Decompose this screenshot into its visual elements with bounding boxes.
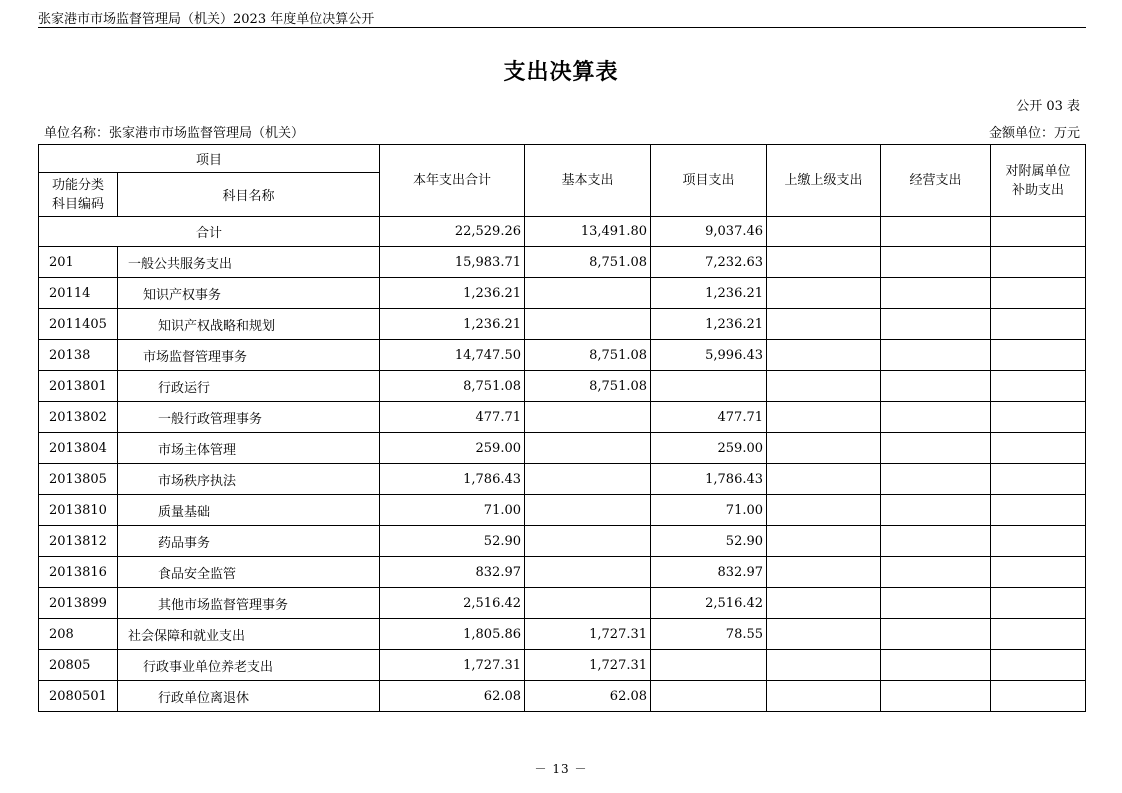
row-basic	[525, 433, 651, 464]
form-number: 公开 03 表	[1016, 99, 1080, 114]
row-upper-payment	[767, 650, 881, 681]
row-project	[651, 681, 767, 712]
row-subsidy	[991, 650, 1086, 681]
row-project	[651, 371, 767, 402]
row-subsidy	[991, 402, 1086, 433]
row-project: 52.90	[651, 526, 767, 557]
row-upper-payment	[767, 340, 881, 371]
row-subject-name: 知识产权战略和规划	[118, 309, 380, 340]
row-basic	[525, 402, 651, 433]
row-project	[651, 650, 767, 681]
row-basic	[525, 557, 651, 588]
row-basic	[525, 278, 651, 309]
table-row	[39, 278, 1086, 309]
row-total: 8,751.08	[380, 371, 525, 402]
row-upper-payment	[767, 247, 881, 278]
unit-name: 单位名称：张家港市市场监督管理局（机关）	[44, 126, 305, 141]
row-total: 71.00	[380, 495, 525, 526]
row-subject-name: 一般行政管理事务	[118, 402, 380, 433]
row-code: 20114	[39, 278, 118, 309]
row-subject-name: 其他市场监督管理事务	[118, 588, 380, 619]
row-upper-payment	[767, 619, 881, 650]
row-operating	[881, 278, 991, 309]
header-subsidy: 对附属单位补助支出	[991, 145, 1086, 217]
row-basic: 62.08	[525, 681, 651, 712]
row-upper-payment	[767, 309, 881, 340]
table-row	[39, 464, 1086, 495]
row-subsidy	[991, 371, 1086, 402]
table-row	[39, 526, 1086, 557]
row-subject-name: 社会保障和就业支出	[118, 619, 380, 650]
total-basic: 13,491.80	[525, 217, 651, 247]
page-title: 支出决算表	[503, 60, 619, 85]
row-code: 208	[39, 619, 118, 650]
row-project: 7,232.63	[651, 247, 767, 278]
row-upper-payment	[767, 681, 881, 712]
row-basic	[525, 526, 651, 557]
table-row	[39, 681, 1086, 712]
total-operating	[881, 217, 991, 247]
table-row	[39, 619, 1086, 650]
total-sum: 22,529.26	[380, 217, 525, 247]
page-number: － 13 －	[534, 762, 588, 776]
row-total: 62.08	[380, 681, 525, 712]
row-operating	[881, 340, 991, 371]
table-row	[39, 650, 1086, 681]
table-row	[39, 340, 1086, 371]
row-upper-payment	[767, 402, 881, 433]
row-operating	[881, 650, 991, 681]
row-upper-payment	[767, 433, 881, 464]
row-code: 2013899	[39, 588, 118, 619]
row-project: 1,236.21	[651, 278, 767, 309]
row-code: 2011405	[39, 309, 118, 340]
row-code: 2013816	[39, 557, 118, 588]
row-total: 52.90	[380, 526, 525, 557]
row-subject-name: 质量基础	[118, 495, 380, 526]
row-total: 1,786.43	[380, 464, 525, 495]
row-subject-name: 知识产权事务	[118, 278, 380, 309]
row-total: 1,727.31	[380, 650, 525, 681]
total-label: 合计	[39, 217, 380, 247]
row-subject-name: 市场主体管理	[118, 433, 380, 464]
row-subsidy	[991, 309, 1086, 340]
row-subsidy	[991, 526, 1086, 557]
row-operating	[881, 495, 991, 526]
expense-table	[38, 144, 1086, 712]
total-upper-payment	[767, 217, 881, 247]
row-subject-name: 食品安全监管	[118, 557, 380, 588]
row-code: 2013810	[39, 495, 118, 526]
row-upper-payment	[767, 464, 881, 495]
row-code: 20138	[39, 340, 118, 371]
row-operating	[881, 526, 991, 557]
header-upper-payment: 上缴上级支出	[767, 145, 881, 217]
row-operating	[881, 309, 991, 340]
row-project: 1,786.43	[651, 464, 767, 495]
row-total: 1,236.21	[380, 278, 525, 309]
row-project: 832.97	[651, 557, 767, 588]
row-operating	[881, 557, 991, 588]
row-subsidy	[991, 433, 1086, 464]
table-row	[39, 495, 1086, 526]
row-subject-name: 行政运行	[118, 371, 380, 402]
row-total: 259.00	[380, 433, 525, 464]
row-project: 1,236.21	[651, 309, 767, 340]
row-code: 2013812	[39, 526, 118, 557]
row-subject-name: 市场监督管理事务	[118, 340, 380, 371]
row-project: 71.00	[651, 495, 767, 526]
header-func-code: 功能分类科目编码	[39, 173, 118, 217]
row-basic: 8,751.08	[525, 247, 651, 278]
row-subsidy	[991, 557, 1086, 588]
row-total: 1,805.86	[380, 619, 525, 650]
row-upper-payment	[767, 557, 881, 588]
table-row	[39, 247, 1086, 278]
header-total: 本年支出合计	[380, 145, 525, 217]
row-code: 2013801	[39, 371, 118, 402]
row-basic	[525, 588, 651, 619]
row-basic	[525, 495, 651, 526]
row-subsidy	[991, 464, 1086, 495]
row-subject-name: 行政单位离退休	[118, 681, 380, 712]
row-code: 2013802	[39, 402, 118, 433]
row-code: 201	[39, 247, 118, 278]
row-upper-payment	[767, 371, 881, 402]
row-basic: 8,751.08	[525, 340, 651, 371]
row-total: 14,747.50	[380, 340, 525, 371]
row-subject-name: 一般公共服务支出	[118, 247, 380, 278]
row-subsidy	[991, 588, 1086, 619]
row-subsidy	[991, 619, 1086, 650]
header-operating: 经营支出	[881, 145, 991, 217]
row-basic: 1,727.31	[525, 650, 651, 681]
row-operating	[881, 433, 991, 464]
row-operating	[881, 371, 991, 402]
table-row	[39, 371, 1086, 402]
row-operating	[881, 619, 991, 650]
row-total: 2,516.42	[380, 588, 525, 619]
row-code: 2013804	[39, 433, 118, 464]
row-total: 832.97	[380, 557, 525, 588]
total-row	[39, 217, 1086, 247]
running-header: 张家港市市场监督管理局（机关）2023 年度单位决算公开	[38, 12, 375, 27]
row-basic	[525, 309, 651, 340]
row-project: 477.71	[651, 402, 767, 433]
row-upper-payment	[767, 526, 881, 557]
row-code: 2013805	[39, 464, 118, 495]
row-operating	[881, 402, 991, 433]
table-row	[39, 402, 1086, 433]
row-upper-payment	[767, 495, 881, 526]
row-basic	[525, 464, 651, 495]
header-divider	[38, 27, 1086, 28]
row-subsidy	[991, 278, 1086, 309]
row-subsidy	[991, 247, 1086, 278]
row-basic: 1,727.31	[525, 619, 651, 650]
row-project: 78.55	[651, 619, 767, 650]
header-subject-name: 科目名称	[118, 173, 380, 217]
row-project: 2,516.42	[651, 588, 767, 619]
table-row	[39, 588, 1086, 619]
row-operating	[881, 588, 991, 619]
total-project: 9,037.46	[651, 217, 767, 247]
row-project: 5,996.43	[651, 340, 767, 371]
row-subject-name: 市场秩序执法	[118, 464, 380, 495]
row-total: 15,983.71	[380, 247, 525, 278]
total-subsidy	[991, 217, 1086, 247]
row-subsidy	[991, 495, 1086, 526]
amount-unit: 金额单位：万元	[988, 126, 1080, 141]
row-operating	[881, 681, 991, 712]
table-row	[39, 309, 1086, 340]
row-subject-name: 药品事务	[118, 526, 380, 557]
header-project: 项目	[39, 145, 380, 173]
row-total: 1,236.21	[380, 309, 525, 340]
row-subject-name: 行政事业单位养老支出	[118, 650, 380, 681]
table-row	[39, 557, 1086, 588]
row-code: 20805	[39, 650, 118, 681]
row-operating	[881, 464, 991, 495]
row-project: 259.00	[651, 433, 767, 464]
row-basic: 8,751.08	[525, 371, 651, 402]
header-basic: 基本支出	[525, 145, 651, 217]
row-operating	[881, 247, 991, 278]
row-total: 477.71	[380, 402, 525, 433]
row-code: 2080501	[39, 681, 118, 712]
row-subsidy	[991, 681, 1086, 712]
row-upper-payment	[767, 588, 881, 619]
row-subsidy	[991, 340, 1086, 371]
header-project-expense: 项目支出	[651, 145, 767, 217]
row-upper-payment	[767, 278, 881, 309]
table-row	[39, 433, 1086, 464]
